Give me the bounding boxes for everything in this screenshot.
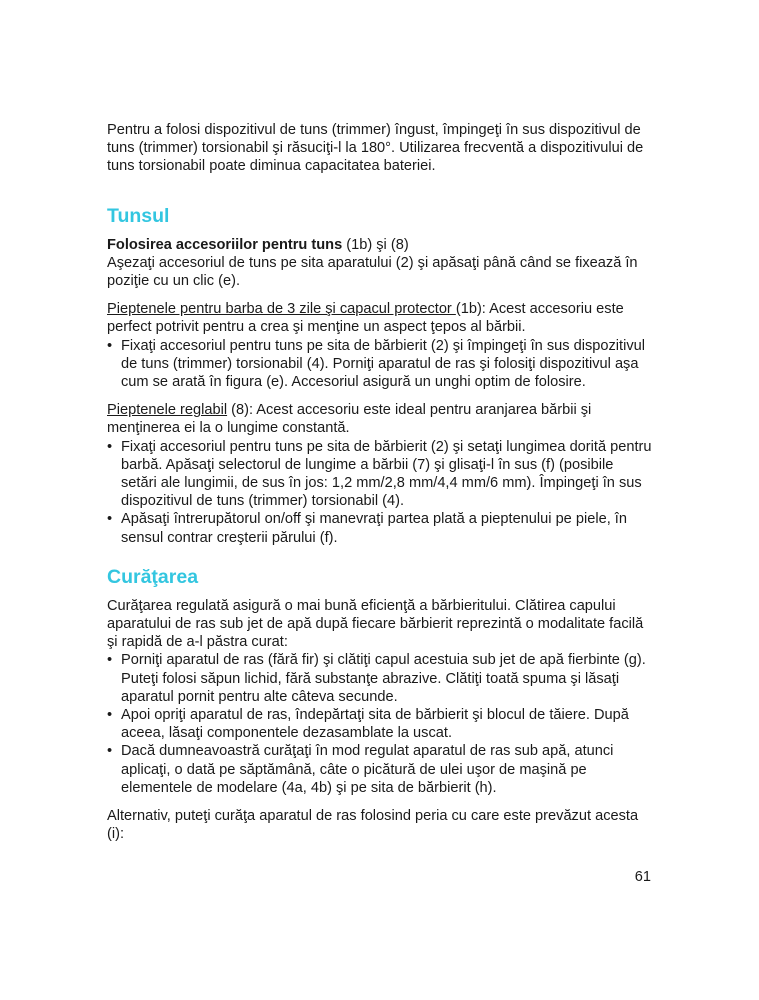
list-item-text: Apăsaţi întrerupătorul on/off şi manevraţi partea plată a pieptenului pe piele, în sensul contrar creşterii părului (f). <box>121 511 627 546</box>
list-item <box>107 651 652 706</box>
bullet-icon: • <box>107 707 113 724</box>
pieptene-3-zile-desc: (1b): Acest accesoriu este perfect potrivit pentru a crea şi menţine un aspect ţepos al bărbii. <box>107 301 624 336</box>
list-item-text: Fixaţi accesoriul pentru tuns pe sita de bărbierit (2) şi împingeţi în sus dispozitivul de tuns (trimmer) torsionabil (4). Porniţi aparatul de ras şi folosiţi dispozitivul aşa cum se arată în figura (e). Accesoriul asigură un unghi optim de folosire. <box>121 337 645 391</box>
list-item <box>107 438 652 511</box>
list-item-text: Apoi opriţi aparatul de ras, îndepărtaţi sita de bărbierit şi blocul de tăiere. După aceea, lăsaţi componentele dezasamblate la uscat. <box>121 707 629 742</box>
pieptene-3-zile-list <box>107 337 652 392</box>
pieptene-3-zile-block <box>107 300 652 391</box>
curatarea-block <box>107 597 652 797</box>
accesorii-title-bold: Folosirea accesoriilor pentru tuns <box>107 236 343 253</box>
alternativ-paragraph: Alternativ, puteţi curăţa aparatul de ras folosind peria cu care este prevăzut acesta (i): <box>107 808 639 843</box>
curatarea-paragraph: Curăţarea regulată asigură o mai bună eficienţă a bărbieritului. Clătirea capului aparatului de ras sub jet de apă după fiecare bărbierit reprezintă o modalitate facilă şi rapidă de a-l păstra curat: <box>107 597 644 651</box>
section-heading-curatarea: Curăţarea <box>107 565 199 588</box>
pieptene-3-zile-text <box>107 300 652 336</box>
list-item <box>107 337 652 392</box>
list-item-text: Porniţi aparatul de ras (fără fir) şi clătiţi capul acestuia sub jet de apă fierbinte (g). Puteţi folosi săpun lichid, fără substanţe abrazive. Clătiţi toată spuma şi lăsaţi aparatul pornit pentru alte câteva secunde. <box>121 652 646 705</box>
bullet-icon: • <box>107 337 113 354</box>
accesorii-block <box>107 236 652 291</box>
document-body <box>107 121 652 844</box>
pieptene-reglabil-text <box>107 401 652 437</box>
pieptene-reglabil-block <box>107 401 652 547</box>
curatarea-list <box>107 651 652 797</box>
pieptene-reglabil-list <box>107 438 652 547</box>
section-heading-tunsul: Tunsul <box>107 204 170 227</box>
bullet-icon: • <box>107 652 113 669</box>
bullet-icon: • <box>107 438 113 455</box>
list-item-text: Fixaţi accesoriul pentru tuns pe sita de bărbierit (2) şi setaţi lungimea dorită pentru barbă. Apăsaţi selectorul de lungime a bărbii (7) şi glisaţi-l în sus (f) (posibile setări ale lungimii, de sus în jos: 1,2 mm/2,8 mm/4,4 mm/6 mm). Împingeţi în sus dispozitivul de tuns (trimmer) torsionabil (4). <box>121 438 652 510</box>
accesorii-title <box>107 236 652 254</box>
accesorii-text: Aşezaţi accesoriul de tuns pe sita aparatului (2) şi apăsaţi până când se fixează în poziţie cu un clic (e). <box>107 254 638 290</box>
accesorii-title-rest: (1b) şi (8) <box>342 236 409 253</box>
bullet-icon: • <box>107 743 113 760</box>
list-item <box>107 742 652 797</box>
pieptene-reglabil-label: Pieptenele reglabil <box>107 402 228 419</box>
list-item <box>107 510 652 546</box>
list-item <box>107 706 652 742</box>
page-number: 61 <box>634 869 651 885</box>
intro-paragraph: Pentru a folosi dispozitivul de tuns (trimmer) îngust, împingeţi în sus dispozitivul de tuns (trimmer) torsionabil şi răsuciţi-l la 180°. Utilizarea frecventă a dispozitivului de tuns torsionabil poate diminua capacitatea bateriei. <box>107 122 644 175</box>
bullet-icon: • <box>107 511 113 528</box>
list-item-text: Dacă dumneavoastră curăţaţi în mod regulat aparatul de ras sub apă, atunci aplicaţi, o dată pe săptămână, câte o picătură de ulei uşor de maşină pe elementele de modelare (4a, 4b) şi pe sita de bărbierit (h). <box>121 743 614 796</box>
pieptene-reglabil-desc: (8): Acest accesoriu este ideal pentru aranjarea bărbii şi menţinerea ei la o lungime constantă. <box>107 402 592 437</box>
pieptene-3-zile-label: Pieptenele pentru barba de 3 zile şi capacul protector <box>107 301 456 318</box>
